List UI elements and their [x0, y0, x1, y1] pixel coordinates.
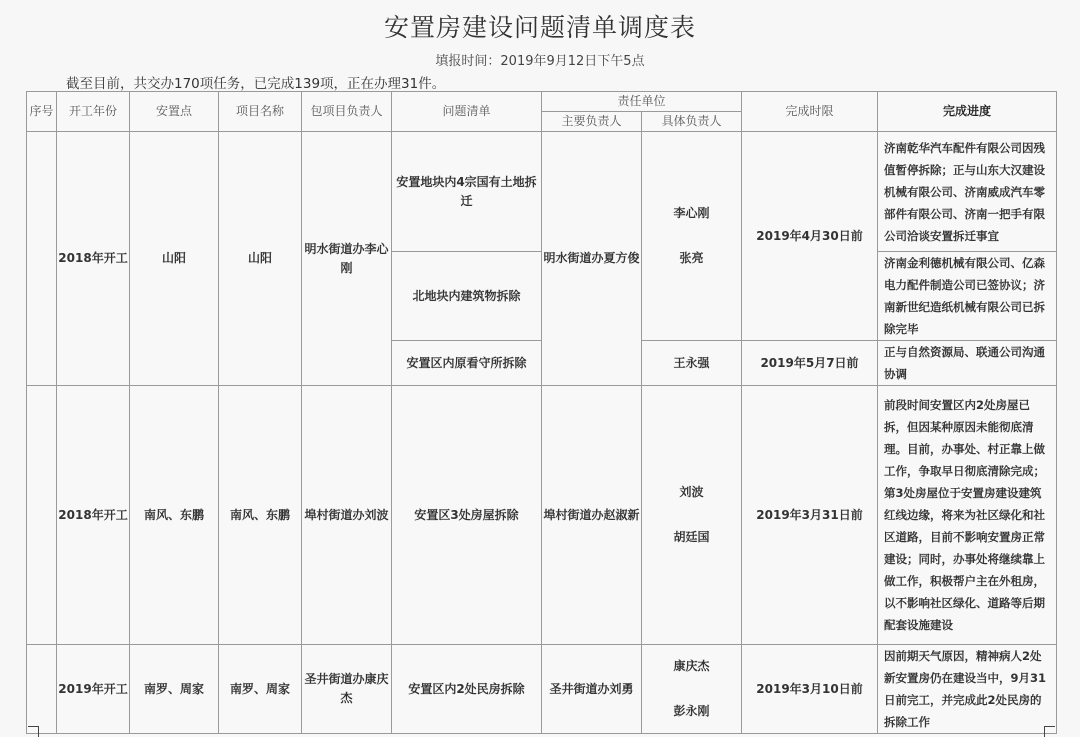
header-specific-person: 具体负责人	[642, 112, 742, 132]
issue-cell: 北地块内建筑物拆除	[392, 252, 542, 341]
year-cell: 2018年开工	[57, 386, 130, 645]
header-year: 开工年份	[57, 92, 130, 132]
task-summary: 截至目前，共交办170项任务，已完成139项，正在办理31件。	[66, 76, 446, 92]
issue-cell: 安置区内2处民房拆除	[392, 645, 542, 734]
main-person-cell: 明水街道办夏方俊	[542, 132, 642, 386]
header-main-person: 主要负责人	[542, 112, 642, 132]
seq-cell	[27, 386, 57, 645]
project-cell: 南风、东鹏	[219, 386, 302, 645]
owner-cell: 圣井街道办康庆杰	[302, 645, 392, 734]
site-cell: 山阳	[130, 132, 219, 386]
year-cell: 2019年开工	[57, 645, 130, 734]
deadline-cell: 2019年3月10日前	[742, 645, 878, 734]
table-row	[27, 386, 1057, 645]
deadline-cell: 2019年5月7日前	[742, 341, 878, 386]
header-project: 项目名称	[219, 92, 302, 132]
table-row	[27, 645, 1057, 734]
year-cell: 2018年开工	[57, 132, 130, 386]
owner-cell: 埠村街道办刘波	[302, 386, 392, 645]
specific-person: 胡廷国	[673, 530, 710, 544]
page-title: 安置房建设问题清单调度表	[383, 13, 696, 42]
project-cell: 山阳	[219, 132, 302, 386]
header-owner: 包项目负责人	[302, 92, 392, 132]
specific-person-cell	[642, 645, 742, 734]
specific-person: 彭永刚	[673, 704, 710, 718]
crop-mark-left	[28, 726, 39, 737]
table-row	[27, 132, 1057, 252]
header-progress: 完成进度	[878, 92, 1057, 132]
progress-cell: 济南金利德机械有限公司、亿森电力配件制造公司已签协议；济南新世纪造纸机械有限公司已拆除完毕	[878, 252, 1057, 341]
specific-person-cell: 王永强	[642, 341, 742, 386]
specific-person: 李心刚	[673, 206, 710, 220]
deadline-cell: 2019年3月31日前	[742, 386, 878, 645]
progress-cell: 前段时间安置区内2处房屋已拆，但因某种原因未能彻底清理。目前，办事处、村正靠上做工作，争取早日彻底清除完成；第3处房屋位于安置房建设建筑红线边缘，将来为社区绿化和社区道路，目前不影响安置房正常建设；同时，办事处将继续靠上做工作，积极帮户主在外租房，以不影响社区绿化、道路等后期配套设施建设	[878, 386, 1057, 645]
specific-person: 张亮	[679, 251, 704, 265]
specific-person-cell	[642, 386, 742, 645]
dispatch-table	[26, 91, 1057, 734]
progress-cell: 济南乾华汽车配件有限公司因残值暂停拆除；正与山东大汉建设机械有限公司、济南威成汽车零部件有限公司、济南一把手有限公司洽谈安置拆迁事宜	[878, 132, 1057, 252]
seq-cell	[27, 132, 57, 386]
issue-cell: 安置区3处房屋拆除	[392, 386, 542, 645]
specific-person: 康庆杰	[673, 659, 710, 673]
header-duty-unit: 责任单位	[542, 92, 742, 112]
header-deadline: 完成时限	[742, 92, 878, 132]
fill-time: 填报时间：2019年9月12日下午5点	[435, 54, 645, 69]
seq-cell	[27, 645, 57, 734]
header-issue: 问题清单	[392, 92, 542, 132]
header-seq: 序号	[27, 92, 57, 132]
progress-cell: 正与自然资源局、联通公司沟通协调	[878, 341, 1057, 386]
header-row-1	[27, 92, 1057, 112]
specific-person-cell	[642, 132, 742, 341]
site-cell: 南罗、周家	[130, 645, 219, 734]
header-site: 安置点	[130, 92, 219, 132]
progress-cell: 因前期天气原因，精神病人2处新安置房仍在建设当中，9月31日前完工，并完成此2处民房的拆除工作	[878, 645, 1057, 734]
deadline-cell: 2019年4月30日前	[742, 132, 878, 341]
main-person-cell: 埠村街道办赵淑新	[542, 386, 642, 645]
issue-cell: 安置地块内4宗国有土地拆迁	[392, 132, 542, 252]
issue-cell: 安置区内原看守所拆除	[392, 341, 542, 386]
project-cell: 南罗、周家	[219, 645, 302, 734]
owner-cell: 明水街道办李心刚	[302, 132, 392, 386]
site-cell: 南风、东鹏	[130, 386, 219, 645]
crop-mark-right	[1044, 726, 1055, 737]
specific-person: 刘波	[679, 485, 704, 499]
main-person-cell: 圣井街道办刘勇	[542, 645, 642, 734]
